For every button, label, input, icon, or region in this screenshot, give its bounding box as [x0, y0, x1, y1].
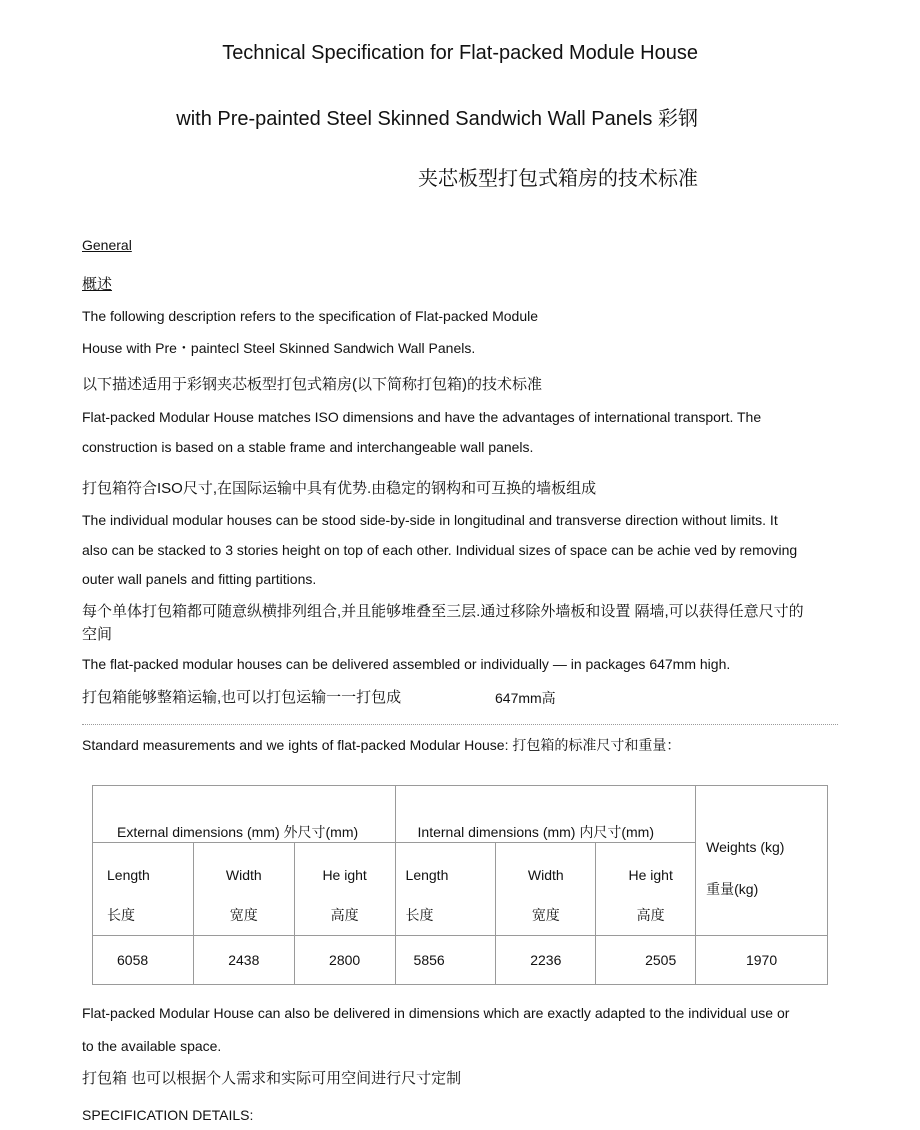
ext-length-header: Length 长度	[93, 843, 194, 936]
ext-length-value: 6058	[93, 936, 194, 985]
general-heading: General	[82, 237, 132, 253]
standard-measurements-heading: Standard measurements and we ights of flat-packed Modular House: 打包箱的标准尺寸和重量：	[82, 737, 681, 753]
weights-header-zh: 重量(kg)	[706, 881, 759, 897]
paragraph-3-line-1: The individual modular houses can be stood side-by-side in longitudinal and transverse direction without limits. It	[82, 512, 778, 528]
paragraph-1-line-1: The following description refers to the specification of Flat-packed Module	[82, 308, 539, 324]
table-row	[93, 936, 828, 985]
paragraph-4-line-1: The flat-packed modular houses can be delivered assembled or individually — in packages 647mm high.	[82, 656, 731, 672]
dotted-divider	[82, 724, 838, 725]
paragraph-5-zh: 打包箱 也可以根据个人需求和实际可用空间进行尺寸定制	[82, 1070, 462, 1087]
ext-width-header: Width 宽度	[193, 843, 294, 936]
paragraph-2-zh: 打包箱符合ISO尺寸,在国际运输中具有优势.由稳定的钢构和可互换的墙板组成	[82, 480, 597, 497]
int-width-header: Width 宽度	[496, 843, 596, 936]
paragraph-5-line-2: to the available space.	[82, 1038, 222, 1054]
int-height-header: He ight 高度	[596, 843, 696, 936]
int-length-header: Length 长度	[395, 843, 496, 936]
paragraph-2-line-1: Flat-packed Modular House matches ISO dimensions and have the advantages of international transport. The	[82, 409, 762, 425]
internal-dimensions-header: Internal dimensions (mm) 内尺寸(mm)	[395, 786, 696, 843]
paragraph-3-zh-line-1: 每个单体打包箱都可随意纵横排列组合,并且能够堆叠至三层.通过移除外墙板和设置 隔墙,可以获得任意尺寸的	[82, 603, 804, 620]
ext-width-value: 2438	[193, 936, 294, 985]
external-dimensions-header: External dimensions (mm) 外尺寸(mm)	[93, 786, 396, 843]
paragraph-3-line-3: outer wall panels and fitting partitions.	[82, 571, 317, 587]
specification-details-heading: SPECIFICATION DETAILS:	[82, 1107, 254, 1123]
weights-header-en: Weights (kg)	[706, 839, 785, 855]
paragraph-1-zh: 以下描述适用于彩钢夹芯板型打包式箱房(以下简称打包箱)的技术标准	[82, 376, 542, 393]
general-heading-zh: 概述	[82, 276, 113, 293]
int-length-value: 5856	[395, 936, 496, 985]
weight-value: 1970	[696, 936, 828, 985]
ext-height-value: 2800	[294, 936, 395, 985]
int-width-value: 2236	[496, 936, 596, 985]
paragraph-3-line-2: also can be stacked to 3 stories height on top of each other. Individual sizes of space can be achie ved by removing	[82, 542, 798, 558]
doc-title-line-3: 夹芯板型打包式箱房的技术标准	[418, 168, 698, 190]
paragraph-5-line-1: Flat-packed Modular House can also be delivered in dimensions which are exactly adapted to the individual use or	[82, 1005, 790, 1021]
weights-header	[696, 786, 828, 936]
paragraph-4-zh-b: 647mm高	[495, 690, 556, 706]
int-height-value: 2505	[596, 936, 696, 985]
paragraph-2-line-2: construction is based on a stable frame and interchangeable wall panels.	[82, 439, 534, 455]
ext-height-header: He ight 高度	[294, 843, 395, 936]
paragraph-4-zh-a: 打包箱能够整箱运输,也可以打包运输一一打包成	[82, 689, 402, 706]
paragraph-1-line-2: House with Pre・paintecl Steel Skinned Sandwich Wall Panels.	[82, 340, 476, 356]
doc-title-line-1: Technical Specification for Flat-packed Module House	[222, 42, 698, 64]
dimensions-table	[92, 785, 828, 985]
doc-title-line-2: with Pre-painted Steel Skinned Sandwich Wall Panels 彩钢	[176, 108, 698, 130]
paragraph-3-zh-line-2: 空间	[82, 626, 113, 643]
